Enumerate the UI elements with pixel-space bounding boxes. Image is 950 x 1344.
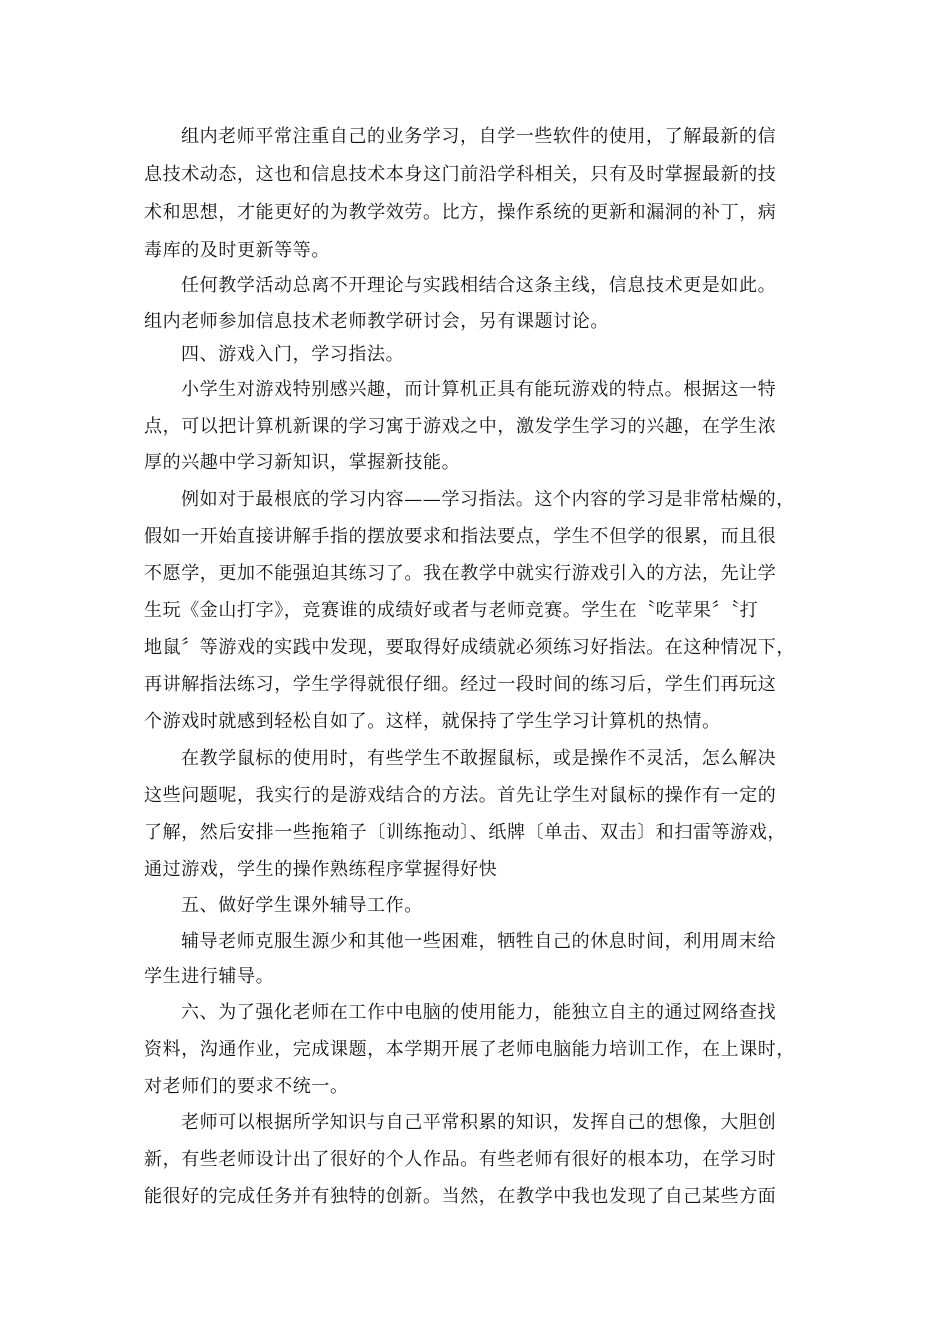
text-line: 在教学鼠标的使用时，有些学生不敢握鼠标，或是操作不灵活，怎么解决 bbox=[181, 748, 777, 769]
text-line: 能很好的完成任务并有独特的创新。当然，在教学中我也发现了自己某些方面 bbox=[144, 1186, 777, 1207]
text-line: 老师可以根据所学知识与自己平常积累的知识，发挥自己的想像，大胆创 bbox=[181, 1112, 777, 1133]
text-line: 毒库的及时更新等等。 bbox=[144, 240, 330, 261]
text-line: 辅导老师克服生源少和其他一些困难，牺牲自己的休息时间，利用周末给 bbox=[181, 931, 777, 952]
text-line: 点，可以把计算机新课的学习寓于游戏之中，激发学生学习的兴趣，在学生浓 bbox=[144, 416, 777, 437]
text-line: 个游戏时就感到轻松自如了。这样，就保持了学生学习计算机的热情。 bbox=[144, 711, 721, 732]
section-heading: 五、做好学生课外辅导工作。 bbox=[181, 895, 423, 916]
section-heading: 四、游戏入门，学习指法。 bbox=[181, 344, 405, 365]
text-line: 组内老师参加信息技术老师教学研讨会，另有课题讨论。 bbox=[144, 311, 609, 332]
text-line: 术和思想，才能更好的为教学效劳。比方，操作系统的更新和漏洞的补丁，病 bbox=[144, 202, 777, 223]
text-line: 不愿学，更加不能强迫其练习了。我在教学中就实行游戏引入的方法，先让学 bbox=[144, 563, 777, 584]
text-line: 组内老师平常注重自己的业务学习，自学一些软件的使用，了解最新的信 bbox=[181, 126, 777, 147]
text-line: 任何教学活动总离不开理论与实践相结合这条主线，信息技术更是如此。 bbox=[181, 275, 777, 296]
text-line: 例如对于最根底的学习内容——学习指法。这个内容的学习是非常枯燥的， bbox=[181, 489, 795, 510]
text-line: 生玩《金山打字》，竞赛谁的成绩好或者与老师竞赛。学生在〝吃苹果〞〝打 bbox=[144, 600, 759, 621]
text-line: 学生进行辅导。 bbox=[144, 966, 275, 987]
section-heading: 六、为了强化老师在工作中电脑的使用能力，能独立自主的通过网络查找 bbox=[181, 1002, 777, 1023]
text-line: 资料，沟通作业，完成课题，本学期开展了老师电脑能力培训工作，在上课时， bbox=[144, 1039, 795, 1060]
text-line: 这些问题呢，我实行的是游戏结合的方法。首先让学生对鼠标的操作有一定的 bbox=[144, 785, 777, 806]
text-line: 厚的兴趣中学习新知识，掌握新技能。 bbox=[144, 452, 461, 473]
text-line: 小学生对游戏特别感兴趣，而计算机正具有能玩游戏的特点。根据这一特 bbox=[181, 379, 777, 400]
text-line: 再讲解指法练习，学生学得就很仔细。经过一段时间的练习后，学生们再玩这 bbox=[144, 674, 777, 695]
text-line: 对老师们的要求不统一。 bbox=[144, 1076, 349, 1097]
text-line: 假如一开始直接讲解手指的摆放要求和指法要点，学生不但学的很累，而且很 bbox=[144, 526, 777, 547]
text-line: 新，有些老师设计出了很好的个人作品。有些老师有很好的根本功，在学习时 bbox=[144, 1149, 777, 1170]
text-line: 了解，然后安排一些拖箱子〔训练拖动〕、纸牌〔单击、双击〕和扫雷等游戏， bbox=[144, 822, 786, 843]
text-line: 息技术动态，这也和信息技术本身这门前沿学科相关，只有及时掌握最新的技 bbox=[144, 164, 777, 185]
text-line: 地鼠〞等游戏的实践中发现，要取得好成绩就必须练习好指法。在这种情况下， bbox=[144, 637, 795, 658]
text-line: 通过游戏，学生的操作熟练程序掌握得好快 bbox=[144, 859, 498, 880]
